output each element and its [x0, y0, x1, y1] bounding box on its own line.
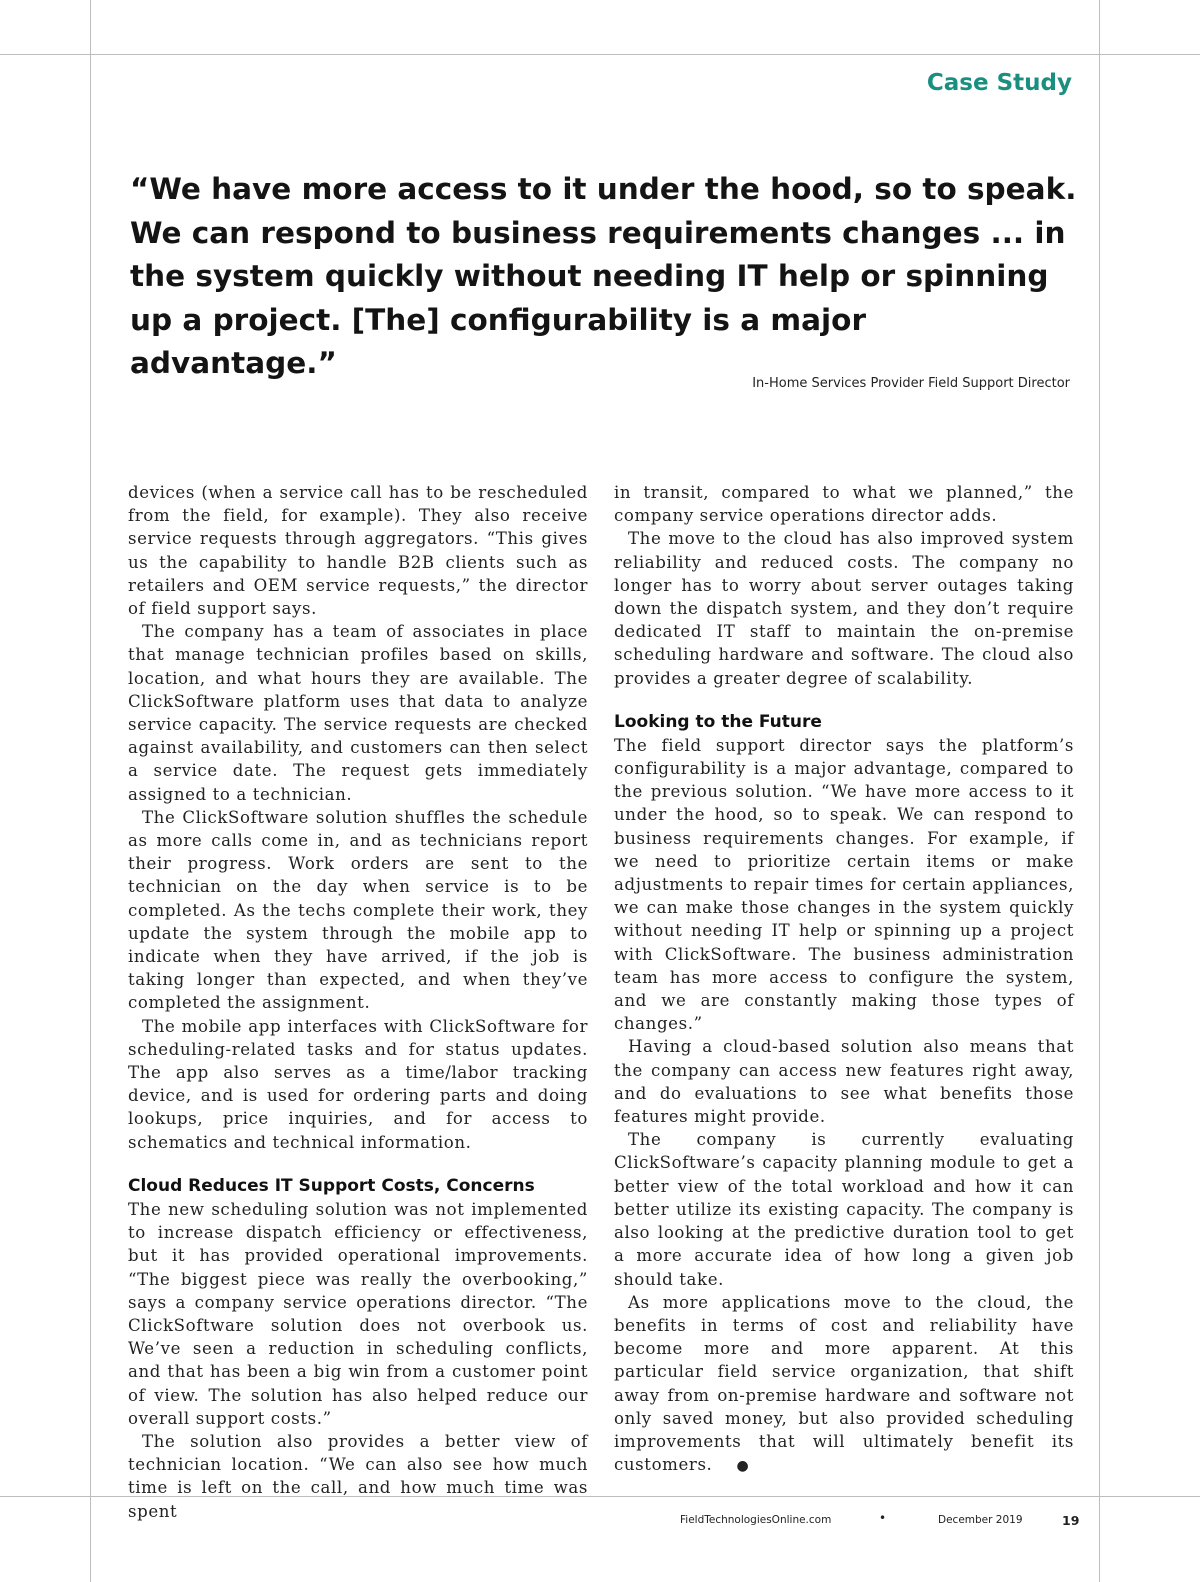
paragraph: Having a cloud-based solution also means that the company can access new features right away, and do evaluations to see what benefits those features might provide. — [614, 1037, 1074, 1127]
crop-line-left — [90, 0, 91, 1582]
quote-attribution: In-Home Services Provider Field Support Director — [752, 376, 1070, 391]
paragraph-text: As more applications move to the cloud, the benefits in terms of cost and reliability have become more and more apparent. At this particular field service organization, that shift away from on-premise hardware and software not only saved money, but also provided scheduling improvements that will ultimately benefit its customers. — [614, 1292, 1074, 1475]
crop-line-top — [0, 54, 1200, 55]
section-gap — [614, 690, 1074, 711]
paragraph: The move to the cloud has also improved system reliability and reduced costs. The company no longer has to worry about server outages taking down the dispatch system, and they don’t require dedicated IT staff to maintain the on-premise scheduling hardware and software. The cloud also provides a greater degree of scalability. — [614, 529, 1074, 688]
section-heading: Looking to the Future — [614, 711, 822, 732]
pull-quote: “We have more access to it under the hood, so to speak. We can respond to business requirements changes ... in the system quickly without needing IT help or spinning up a project. [The] configurability is a major advantage.” — [130, 172, 1077, 380]
article-column-right — [614, 481, 1074, 1478]
paragraph: The new scheduling solution was not implemented to increase dispatch efficiency or effectiveness, but it has provided operational improvements. “The biggest piece was really the overbooking,” says a company service operations director. “The ClickSoftware solution does not overbook us. We’ve seen a reduction in scheduling conflicts, and that has been a big win from a customer point of view. The solution has also helped reduce our overall support costs.” — [128, 1199, 588, 1428]
paragraph: The mobile app interfaces with ClickSoftware for scheduling-related tasks and for status updates. The app also serves as a time/labor tracking device, and is used for ordering parts and doing lookups, price inquiries, and for access to schematics and technical information. — [128, 1016, 588, 1152]
page-number: 19 — [1062, 1513, 1080, 1528]
paragraph: The ClickSoftware solution shuffles the schedule as more calls come in, and as technicians report their progress. Work orders are sent to the technician on the day when service is to be completed. As the techs complete their work, they update the system through the mobile app to indicate when they have arrived, if the job is taking longer than expected, and when they’ve completed the assignment. — [128, 807, 588, 1013]
paragraph: The company has a team of associates in place that manage technician profiles based on skills, location, and what hours they are available. The ClickSoftware platform uses that data to analyze service capacity. The service requests are checked against availability, and customers can then select a service date. The request gets immediately assigned to a technician. — [128, 622, 588, 804]
end-of-article-icon: ● — [736, 1458, 750, 1475]
section-gap — [128, 1154, 588, 1175]
section-heading: Cloud Reduces IT Support Costs, Concerns — [128, 1175, 535, 1196]
paragraph: devices (when a service call has to be rescheduled from the field, for example). They also receive service requests through aggregators. “This gives us the capability to handle B2B clients such as retailers and OEM service requests,” the director of field support says. — [128, 483, 588, 619]
section-label: Case Study — [926, 70, 1072, 96]
footer-separator: • — [879, 1511, 887, 1525]
paragraph: The field support director says the platform’s configurability is a major advantage, compared to the previous solution. “We have more access to it under the hood, so to speak. We can respond to business requirements changes. For example, if we need to prioritize certain items or make adjustments to repair times for certain appliances, we can make those changes in the system quickly without needing IT help or spinning up a project with ClickSoftware. The business administration team has more access to configure the system, and we are constantly making those types of changes.” — [614, 735, 1074, 1034]
paragraph-final — [614, 1291, 1074, 1479]
article-column-left — [128, 481, 588, 1523]
paragraph: in transit, compared to what we planned,” the company service operations director adds. — [614, 483, 1074, 526]
footer-date: December 2019 — [938, 1514, 1023, 1526]
crop-line-right — [1099, 0, 1100, 1582]
footer-website: FieldTechnologiesOnline.com — [680, 1514, 832, 1526]
paragraph: The solution also provides a better view of technician location. “We can also see how much time is left on the call, and how much time was spent — [128, 1431, 588, 1521]
paragraph: The company is currently evaluating ClickSoftware’s capacity planning module to get a better view of the total workload and how it can better utilize its existing capacity. The company is also looking at the predictive duration tool to get a more accurate idea of how long a given job should take. — [614, 1130, 1074, 1289]
